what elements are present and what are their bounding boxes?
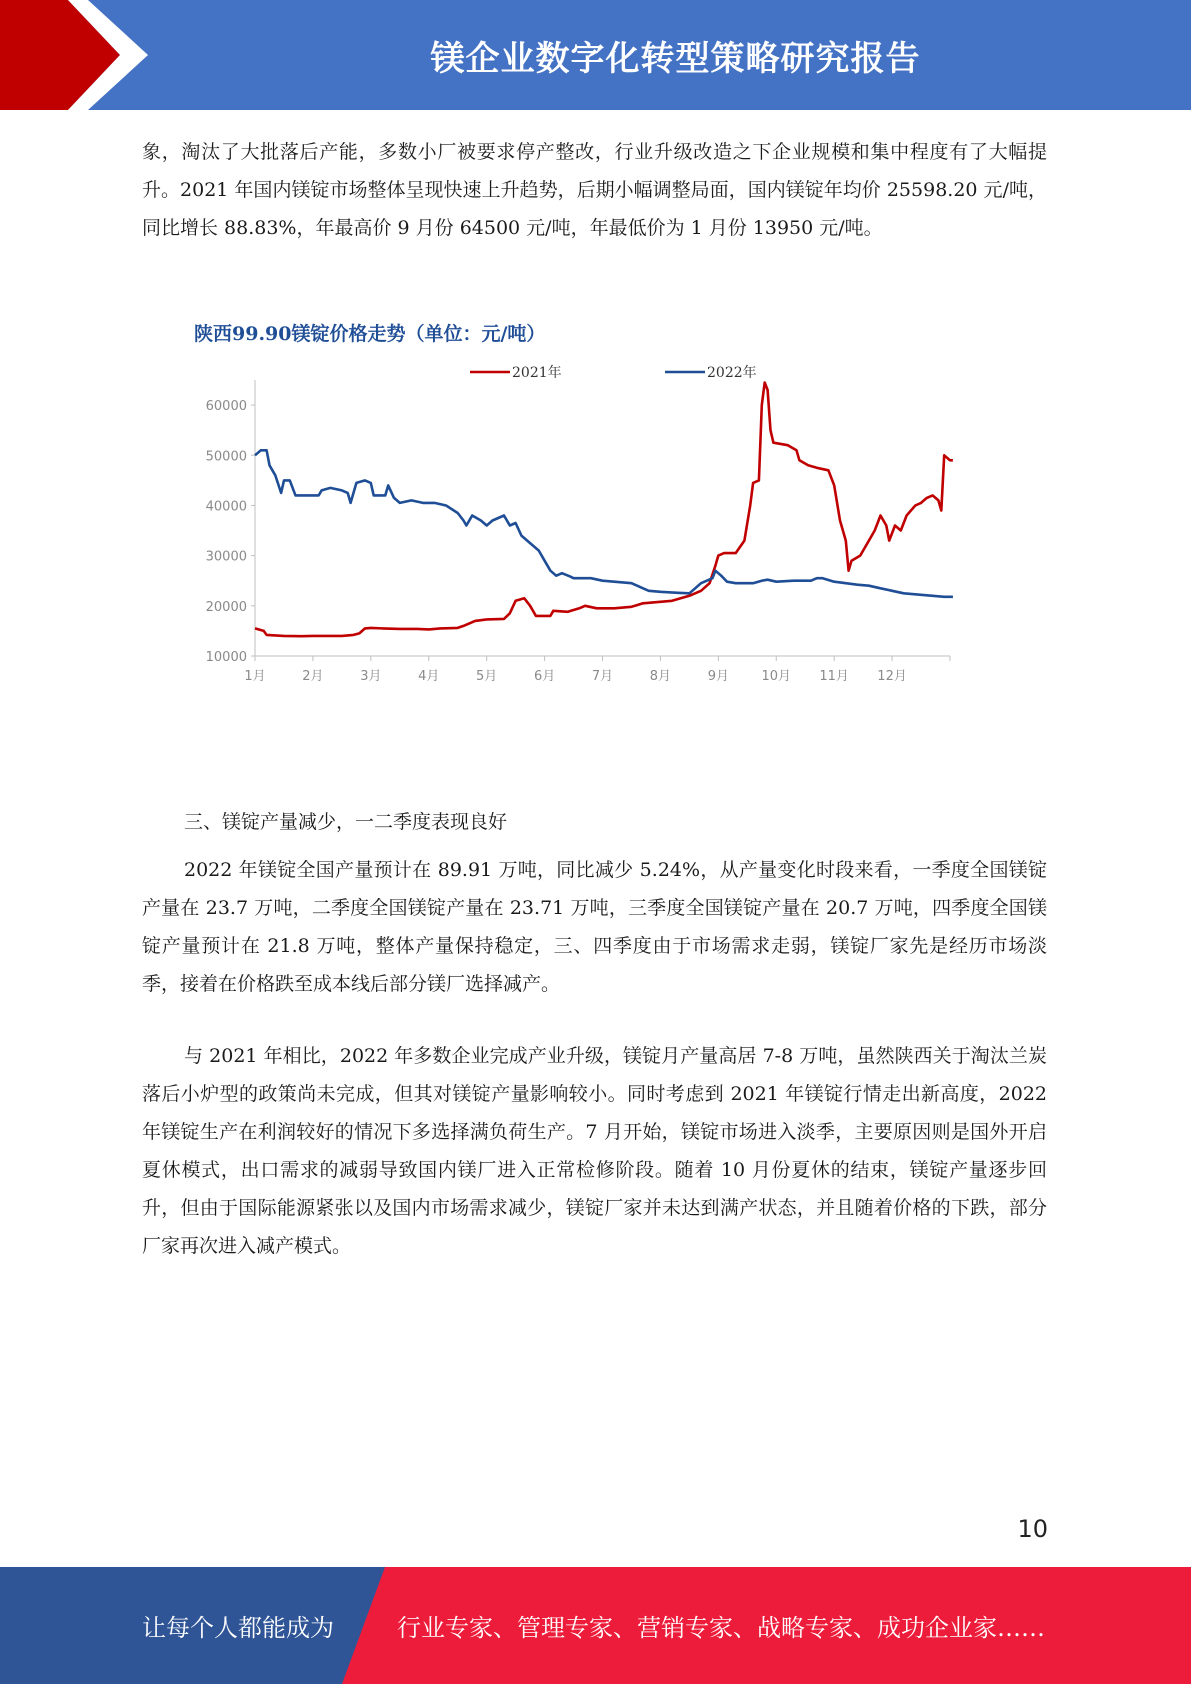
x-tick-label: 1月 — [244, 669, 266, 684]
x-tick-label: 2月 — [302, 669, 324, 684]
footer-slogan-right: 行业专家、管理专家、营销专家、战略专家、成功企业家…… — [397, 1614, 1045, 1642]
x-tick-label: 4月 — [418, 669, 440, 684]
page-number: 10 — [1017, 1515, 1048, 1543]
x-tick-label: 5月 — [476, 669, 498, 684]
paragraph-2: 2022 年镁锭全国产量预计在 89.91 万吨，同比减少 5.24%，从产量变化时段来看，一季度全国镁锭产量在 23.7 万吨，二季度全国镁锭产量在 23.71 万吨，三季度全国镁锭产量在 20.7 万吨，四季度全国镁锭产量预计在 21.8 万吨，整体产量保持稳定，三、四季度由于市场需求走弱，镁锭厂家先是经历市场淡季，接着在价格跌至成本线后部分镁厂选择减产。 — [142, 859, 1047, 995]
x-tick-label: 7月 — [591, 669, 614, 684]
chart-svg — [180, 318, 970, 698]
report-title: 镁企业数字化转型策略研究报告 — [430, 38, 921, 79]
y-tick-label: 50000 — [205, 449, 247, 465]
x-tick-label: 8月 — [649, 669, 672, 684]
x-tick-label: 11月 — [819, 669, 849, 684]
footer-slogan-left: 让每个人都能成为 — [142, 1614, 334, 1642]
legend-label-1: 2021年 — [512, 365, 562, 381]
price-trend-chart — [180, 318, 970, 698]
x-tick-label: 9月 — [707, 669, 729, 684]
y-tick-label: 20000 — [205, 599, 247, 615]
legend-label-2: 2022年 — [707, 365, 757, 381]
y-tick-label: 30000 — [205, 549, 247, 565]
chart-axes — [206, 380, 950, 684]
x-tick-label: 10月 — [761, 669, 792, 684]
chart-series — [255, 383, 953, 637]
series-line-1 — [255, 383, 953, 637]
y-tick-label: 60000 — [205, 399, 247, 415]
paragraph-3: 与 2021 年相比，2022 年多数企业完成产业升级，镁锭月产量高居 7-8 万吨，虽然陕西关于淘汰兰炭落后小炉型的政策尚未完成，但其对镁锭产量影响较小。同时考虑到 2021 年镁锭行情走出新高度，2022 年镁锭生产在利润较好的情况下多选择满负荷生产。7 月开始，镁锭市场进入淡季，主要原因则是国外开启夏休模式，出口需求的减弱导致国内镁厂进入正常检修阶段。随着 10 月份夏休的结束，镁锭产量逐步回升，但由于国际能源紧张以及国内市场需求减少，镁锭厂家并未达到满产状态，并且随着价格的下跌，部分厂家再次进入减产模式。 — [142, 1045, 1047, 1257]
section-heading: 三、镁锭产量减少，一二季度表现良好 — [184, 811, 508, 833]
x-tick-label: 3月 — [360, 669, 382, 684]
series-line-2 — [255, 450, 953, 597]
page-header — [0, 0, 1191, 110]
paragraph-1: 象，淘汰了大批落后产能，多数小厂被要求停产整改，行业升级改造之下企业规模和集中程度有了大幅提升。2021 年国内镁锭市场整体呈现快速上升趋势，后期小幅调整局面，国内镁锭年均价 25598.20 元/吨，同比增长 88.83%，年最高价 9 月份 64500 元/吨，年最低价为 1 月份 13950 元/吨。 — [142, 141, 1047, 239]
y-tick-label: 40000 — [205, 499, 247, 515]
page-footer — [0, 1567, 1191, 1684]
x-tick-label: 12月 — [877, 669, 907, 684]
chart-title: 陕西99.90镁锭价格走势（单位：元/吨） — [194, 323, 546, 345]
chart-legend — [470, 364, 757, 381]
y-tick-label: 10000 — [205, 650, 247, 665]
x-tick-label: 6月 — [533, 669, 556, 684]
header-arrow-decoration — [0, 0, 200, 110]
